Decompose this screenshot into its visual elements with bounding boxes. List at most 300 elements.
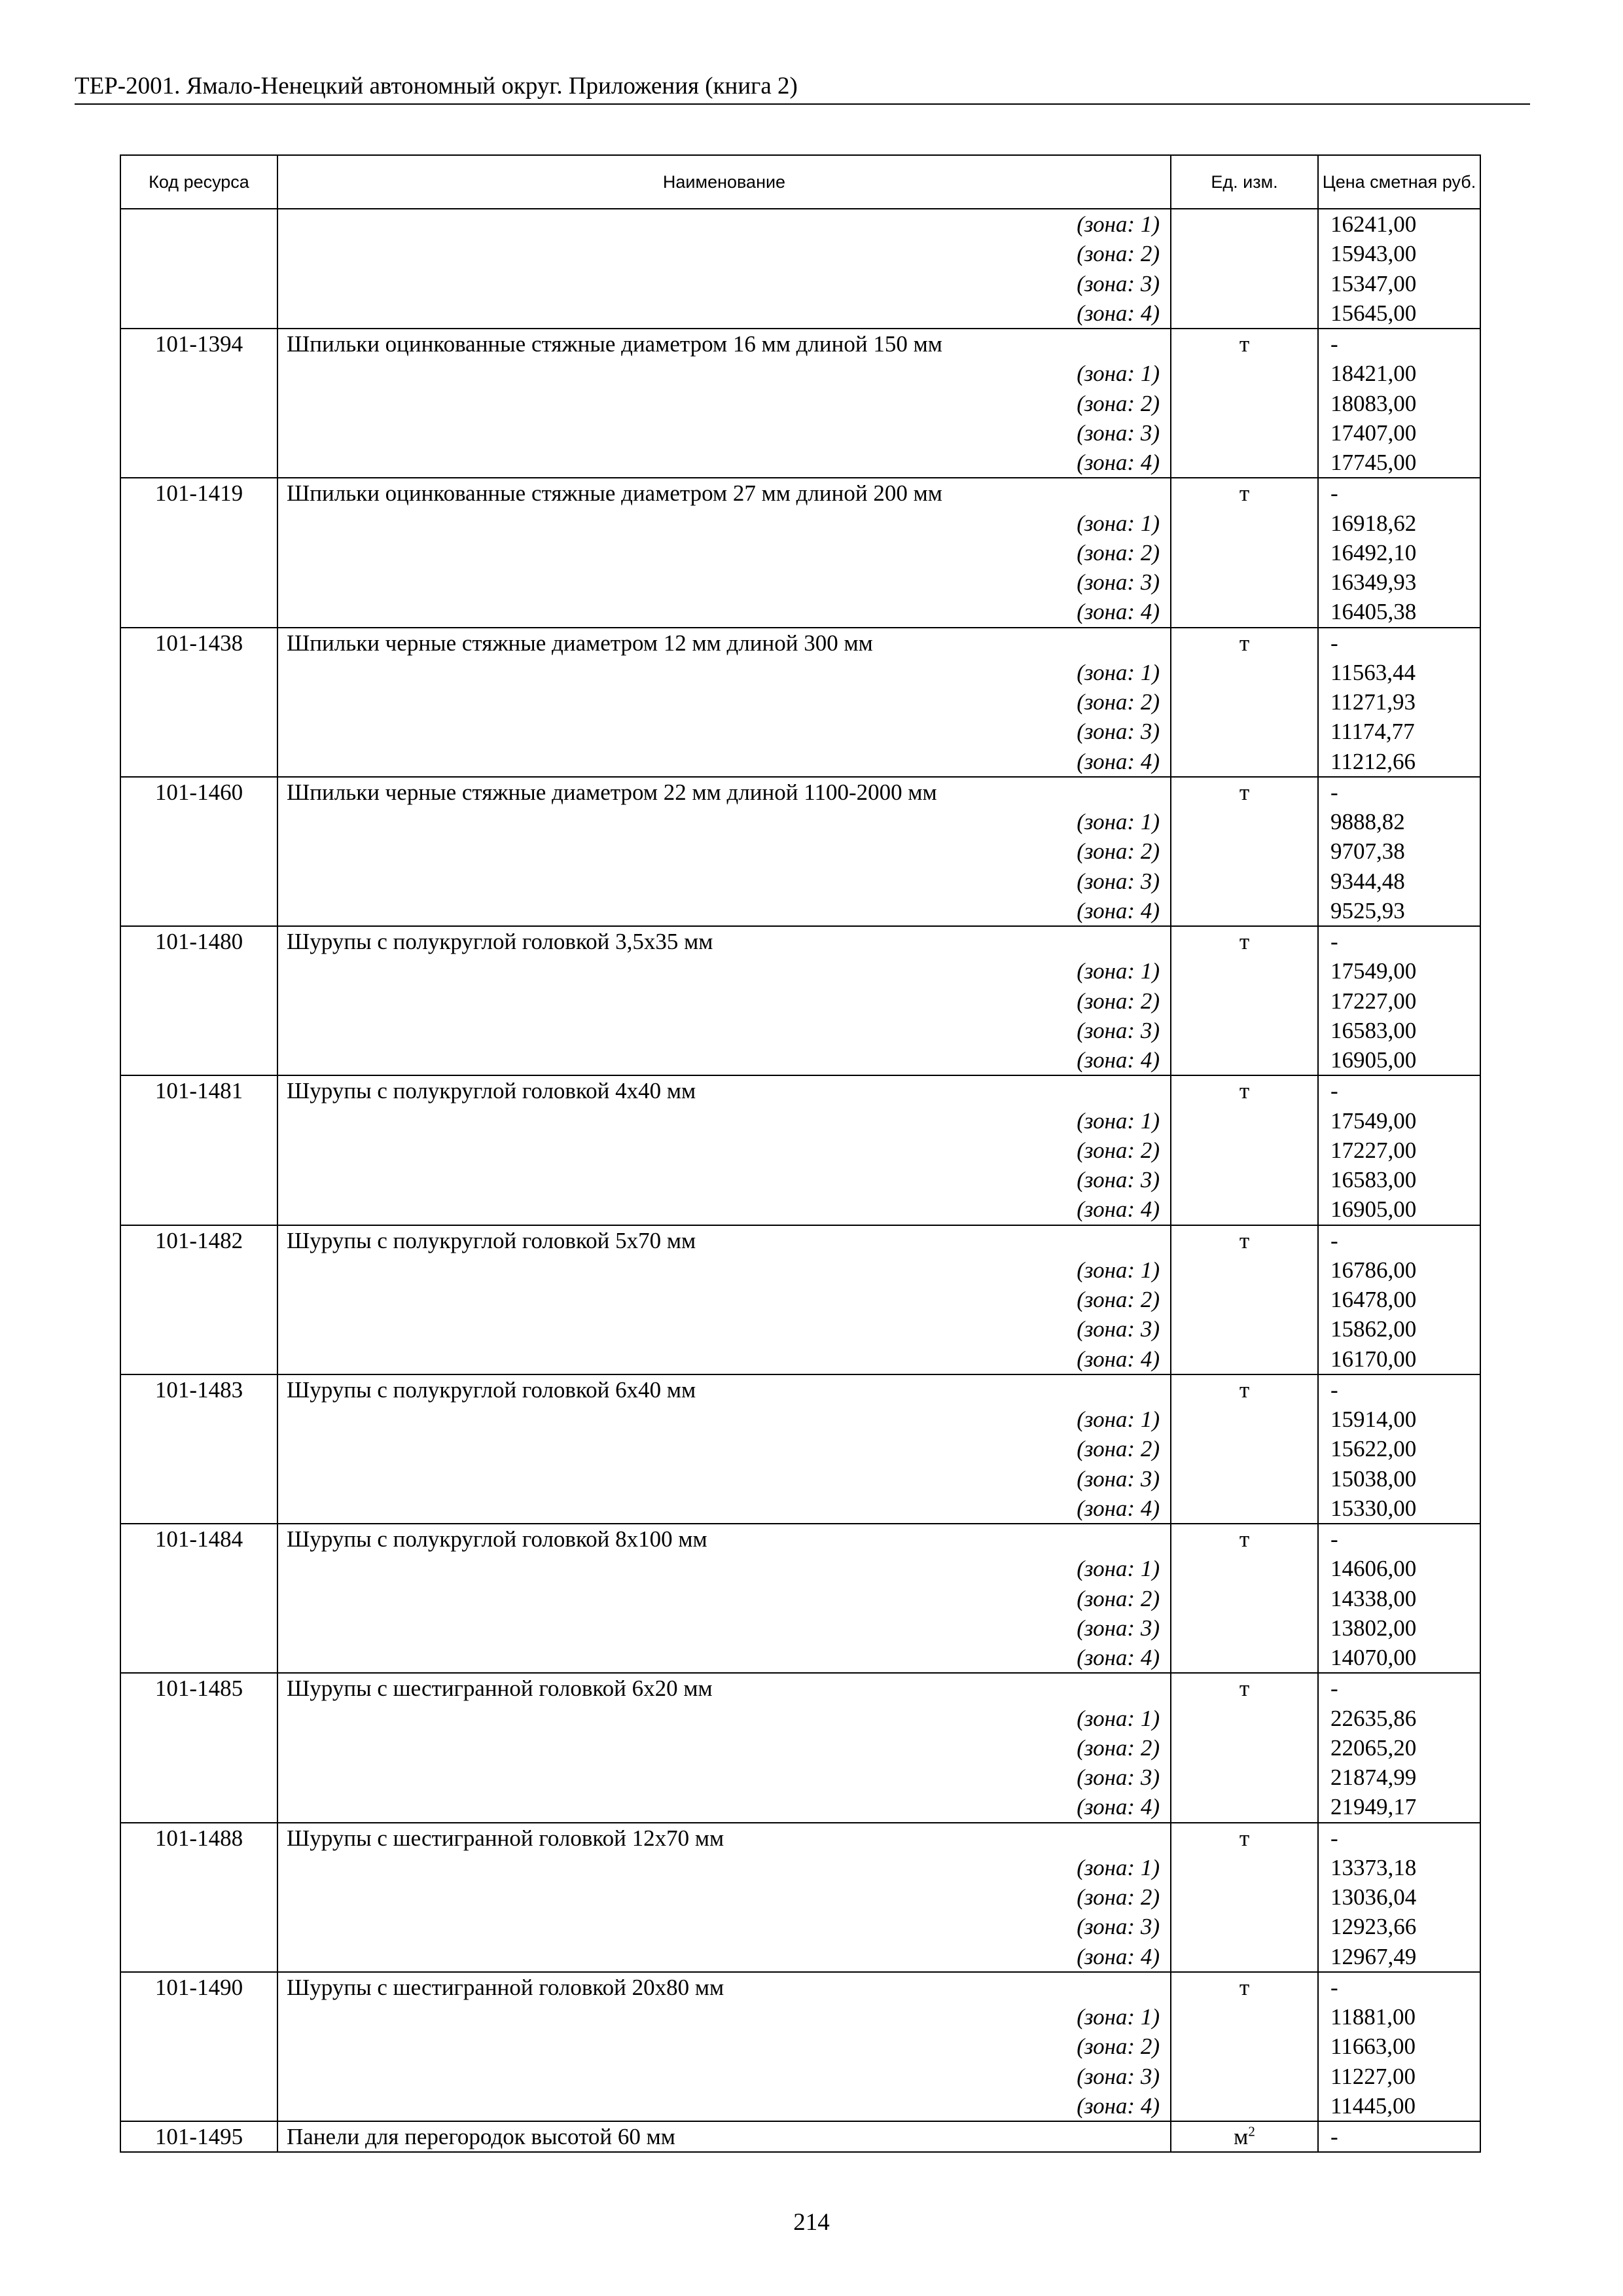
code-cell [120,717,277,746]
zone-price: 18421,00 [1318,359,1480,388]
zone-label: (зона: 1) [277,209,1171,239]
zone-row [120,448,1480,478]
code-cell [120,1613,277,1643]
zone-label: (зона: 2) [277,1882,1171,1912]
zone-price: 13802,00 [1318,1613,1480,1643]
column-header-price: Цена сметная руб. [1318,155,1480,209]
zone-row [120,1285,1480,1314]
code-cell [120,509,277,538]
unit-cell [1171,1434,1318,1463]
unit-value: т [1239,480,1250,507]
zone-price: 17227,00 [1318,986,1480,1016]
zone-label: (зона: 1) [277,509,1171,538]
resource-name: Шпильки черные стяжные диаметром 22 мм длиной 1100-2000 мм [277,777,1171,807]
unit-value: м [1234,2124,1249,2150]
zone-row [120,1704,1480,1733]
zone-label: (зона: 2) [277,538,1171,567]
code-cell [120,239,277,268]
resource-code: 101-1485 [120,1673,277,1703]
zone-row [120,1106,1480,1136]
code-cell [120,448,277,478]
zone-label: (зона: 3) [277,418,1171,448]
base-price: - [1318,1972,1480,2002]
zone-label: (зона: 4) [277,298,1171,329]
column-header-code: Код ресурса [120,155,277,209]
zone-row [120,2032,1480,2061]
resource-code: 101-1488 [120,1823,277,1853]
zone-price: 21874,99 [1318,1763,1480,1792]
zone-label: (зона: 2) [277,1733,1171,1763]
unit-value: т [1239,1526,1250,1552]
price-table [120,154,1481,2153]
zone-label: (зона: 1) [277,1255,1171,1285]
zone-label: (зона: 1) [277,1405,1171,1434]
code-cell [120,1704,277,1733]
unit-cell [1171,687,1318,717]
zone-price: 9344,48 [1318,867,1480,896]
unit-cell [1171,1374,1318,1405]
zone-row [120,1464,1480,1494]
zone-row [120,1763,1480,1792]
zone-row [120,1792,1480,1822]
table-row [120,628,1480,658]
zone-price: 16905,00 [1318,1194,1480,1225]
zone-row [120,1016,1480,1045]
unit-cell [1171,418,1318,448]
code-cell [120,1494,277,1524]
unit-cell [1171,2091,1318,2121]
unit-cell [1171,1225,1318,1255]
zone-label: (зона: 4) [277,1344,1171,1374]
zone-price: 11563,44 [1318,658,1480,687]
code-cell [120,1344,277,1374]
code-cell [120,1792,277,1822]
zone-label: (зона: 2) [277,1434,1171,1463]
zone-price: 21949,17 [1318,1792,1480,1822]
zone-price: 17227,00 [1318,1136,1480,1165]
code-cell [120,807,277,836]
unit-cell [1171,329,1318,359]
zone-price: 9888,82 [1318,807,1480,836]
zone-price: 15943,00 [1318,239,1480,268]
code-cell [120,1106,277,1136]
base-price: - [1318,2121,1480,2152]
zone-price: 16349,93 [1318,567,1480,597]
unit-cell [1171,1106,1318,1136]
code-cell [120,1942,277,1972]
zone-price: 17745,00 [1318,448,1480,478]
unit-cell [1171,1704,1318,1733]
zone-label: (зона: 3) [277,1464,1171,1494]
base-price: - [1318,1374,1480,1405]
zone-price: 15914,00 [1318,1405,1480,1434]
table-row [120,1673,1480,1703]
unit-cell [1171,1314,1318,1344]
unit-cell [1171,1464,1318,1494]
code-cell [120,836,277,866]
code-cell [120,597,277,627]
unit-cell [1171,1942,1318,1972]
zone-label: (зона: 4) [277,2091,1171,2121]
unit-cell [1171,1344,1318,1374]
resource-code: 101-1460 [120,777,277,807]
zone-price: 18083,00 [1318,389,1480,418]
unit-cell [1171,2032,1318,2061]
zone-label: (зона: 2) [277,836,1171,866]
code-cell [120,2062,277,2091]
code-cell [120,867,277,896]
unit-cell [1171,867,1318,896]
unit-cell [1171,1494,1318,1524]
code-cell [120,298,277,329]
resource-code: 101-1419 [120,478,277,508]
zone-price: 14606,00 [1318,1554,1480,1583]
zone-price: 22065,20 [1318,1733,1480,1763]
zone-row [120,269,1480,298]
unit-cell [1171,747,1318,777]
zone-label: (зона: 1) [277,1704,1171,1733]
unit-cell [1171,2121,1318,2152]
zone-row [120,298,1480,329]
zone-price: 22635,86 [1318,1704,1480,1733]
zone-label: (зона: 1) [277,2002,1171,2032]
resource-name: Шурупы с полукруглой головкой 3,5х35 мм [277,926,1171,956]
unit-superscript: 2 [1248,2123,1255,2140]
unit-cell [1171,1136,1318,1165]
unit-cell [1171,1255,1318,1285]
unit-cell [1171,1792,1318,1822]
zone-price: 9525,93 [1318,896,1480,926]
unit-value: т [1239,1227,1250,1253]
unit-value: т [1239,1974,1250,2000]
table-row [120,1972,1480,2002]
zone-label: (зона: 2) [277,389,1171,418]
code-cell [120,567,277,597]
zone-row [120,896,1480,926]
unit-cell [1171,1016,1318,1045]
unit-cell [1171,986,1318,1016]
column-header-unit: Ед. изм. [1171,155,1318,209]
code-cell [120,1882,277,1912]
unit-cell [1171,478,1318,508]
code-cell [120,1045,277,1075]
zone-row [120,1733,1480,1763]
table-row [120,926,1480,956]
zone-row [120,717,1480,746]
zone-price: 16170,00 [1318,1344,1480,1374]
unit-value: т [1239,331,1250,357]
zone-label: (зона: 4) [277,1942,1171,1972]
zone-price: 15645,00 [1318,298,1480,329]
zone-row [120,1853,1480,1882]
table-row [120,478,1480,508]
unit-cell [1171,896,1318,926]
resource-name: Шпильки оцинкованные стяжные диаметром 27 мм длиной 200 мм [277,478,1171,508]
unit-value: т [1239,1078,1250,1104]
unit-cell [1171,567,1318,597]
zone-row [120,359,1480,388]
zone-row [120,1942,1480,1972]
zone-row [120,1584,1480,1613]
base-price: - [1318,1673,1480,1703]
resource-name: Шпильки оцинкованные стяжные диаметром 16 мм длиной 150 мм [277,329,1171,359]
code-cell [120,658,277,687]
zone-row [120,1045,1480,1075]
zone-label: (зона: 4) [277,1792,1171,1822]
zone-label: (зона: 3) [277,1016,1171,1045]
code-cell [120,2091,277,2121]
code-cell [120,1733,277,1763]
zone-row [120,1912,1480,1941]
zone-label: (зона: 4) [277,1194,1171,1225]
code-cell [120,956,277,986]
zone-row [120,836,1480,866]
zone-label: (зона: 3) [277,1763,1171,1792]
zone-row [120,597,1480,627]
zone-price: 16241,00 [1318,209,1480,239]
zone-price: 11271,93 [1318,687,1480,717]
zone-row [120,538,1480,567]
unit-cell [1171,1733,1318,1763]
unit-cell [1171,1972,1318,2002]
resource-code: 101-1490 [120,1972,277,2002]
zone-price: 12967,49 [1318,1942,1480,1972]
resource-name: Шурупы с шестигранной головкой 12х70 мм [277,1823,1171,1853]
code-cell [120,1853,277,1882]
unit-value: т [1239,779,1250,805]
unit-cell [1171,509,1318,538]
unit-cell [1171,658,1318,687]
unit-cell [1171,1882,1318,1912]
table-row [120,1524,1480,1554]
zone-price: 11227,00 [1318,2062,1480,2091]
zone-label: (зона: 1) [277,956,1171,986]
zone-label: (зона: 3) [277,1314,1171,1344]
code-cell [120,418,277,448]
zone-label: (зона: 3) [277,2062,1171,2091]
page-number: 214 [793,2209,830,2236]
zone-row [120,1882,1480,1912]
unit-cell [1171,777,1318,807]
zone-price: 11212,66 [1318,747,1480,777]
zone-price: 11445,00 [1318,2091,1480,2121]
table-body [120,209,1480,2152]
base-price: - [1318,628,1480,658]
base-price: - [1318,926,1480,956]
zone-price: 17549,00 [1318,956,1480,986]
unit-cell [1171,1912,1318,1941]
zone-label: (зона: 4) [277,597,1171,627]
code-cell [120,1136,277,1165]
zone-label: (зона: 1) [277,1853,1171,1882]
unit-cell [1171,926,1318,956]
zone-label: (зона: 4) [277,1045,1171,1075]
zone-label: (зона: 2) [277,1584,1171,1613]
zone-row [120,1434,1480,1463]
resource-name: Шпильки черные стяжные диаметром 12 мм длиной 300 мм [277,628,1171,658]
zone-row [120,418,1480,448]
zone-price: 16905,00 [1318,1045,1480,1075]
resource-name: Шурупы с полукруглой головкой 5х70 мм [277,1225,1171,1255]
unit-cell [1171,1165,1318,1194]
zone-label: (зона: 3) [277,567,1171,597]
unit-cell [1171,836,1318,866]
code-cell [120,389,277,418]
zone-price: 16583,00 [1318,1016,1480,1045]
zone-label: (зона: 4) [277,747,1171,777]
unit-cell [1171,1584,1318,1613]
zone-row [120,658,1480,687]
zone-row [120,1494,1480,1524]
code-cell [120,1464,277,1494]
unit-cell [1171,1194,1318,1225]
resource-name: Шурупы с полукруглой головкой 8х100 мм [277,1524,1171,1554]
resource-code: 101-1482 [120,1225,277,1255]
zone-price: 16478,00 [1318,1285,1480,1314]
unit-cell [1171,1643,1318,1673]
zone-label: (зона: 2) [277,986,1171,1016]
unit-cell [1171,1075,1318,1105]
code-cell [120,986,277,1016]
zone-label: (зона: 1) [277,658,1171,687]
resource-code: 101-1394 [120,329,277,359]
table-row [120,777,1480,807]
unit-cell [1171,717,1318,746]
unit-cell [1171,1763,1318,1792]
unit-cell [1171,269,1318,298]
table-row [120,329,1480,359]
zone-label: (зона: 2) [277,2032,1171,2061]
unit-cell [1171,448,1318,478]
table-header-row [120,155,1480,209]
column-header-name: Наименование [277,155,1171,209]
resource-code: 101-1480 [120,926,277,956]
resource-name: Панели для перегородок высотой 60 мм [277,2121,1171,2152]
unit-cell [1171,2062,1318,2091]
zone-price: 15347,00 [1318,269,1480,298]
unit-value: т [1239,630,1250,656]
zone-label: (зона: 1) [277,807,1171,836]
zone-row [120,1165,1480,1194]
resource-code: 101-1484 [120,1524,277,1554]
zone-row [120,986,1480,1016]
unit-cell [1171,359,1318,388]
zone-row [120,509,1480,538]
base-price: - [1318,1823,1480,1853]
zone-price: 15622,00 [1318,1434,1480,1463]
zone-price: 16918,62 [1318,509,1480,538]
zone-label: (зона: 3) [277,1165,1171,1194]
zone-row [120,956,1480,986]
table-row [120,2121,1480,2152]
table-row [120,1374,1480,1405]
code-cell [120,1016,277,1045]
resource-name: Шурупы с полукруглой головкой 4х40 мм [277,1075,1171,1105]
zone-row [120,1554,1480,1583]
resource-code: 101-1438 [120,628,277,658]
base-price: - [1318,777,1480,807]
zone-label: (зона: 1) [277,359,1171,388]
unit-cell [1171,1673,1318,1703]
code-cell [120,1194,277,1225]
resource-code: 101-1483 [120,1374,277,1405]
zone-row [120,1405,1480,1434]
zone-label: (зона: 4) [277,896,1171,926]
page-header: ТЕР-2001. Ямало-Ненецкий автономный округ. Приложения (книга 2) [75,73,1530,105]
zone-row [120,2002,1480,2032]
zone-row [120,1613,1480,1643]
unit-value: т [1239,1825,1250,1851]
zone-price: 11881,00 [1318,2002,1480,2032]
unit-cell [1171,807,1318,836]
zone-row [120,1643,1480,1673]
table-row [120,1225,1480,1255]
base-price: - [1318,1075,1480,1105]
unit-cell [1171,239,1318,268]
zone-price: 14338,00 [1318,1584,1480,1613]
zone-row [120,1314,1480,1344]
code-cell [120,687,277,717]
code-cell [120,1405,277,1434]
zone-row [120,1344,1480,1374]
zone-price: 17549,00 [1318,1106,1480,1136]
zone-row [120,747,1480,777]
zone-price: 11663,00 [1318,2032,1480,2061]
zone-row [120,567,1480,597]
unit-cell [1171,628,1318,658]
zone-price: 15330,00 [1318,1494,1480,1524]
unit-cell [1171,209,1318,239]
code-cell [120,209,277,239]
zone-price: 17407,00 [1318,418,1480,448]
zone-price: 16405,38 [1318,597,1480,627]
base-price: - [1318,1225,1480,1255]
zone-price: 9707,38 [1318,836,1480,866]
unit-cell [1171,1045,1318,1075]
zone-label: (зона: 4) [277,1643,1171,1673]
code-cell [120,1763,277,1792]
zone-price: 11174,77 [1318,717,1480,746]
table-row [120,1823,1480,1853]
resource-code: 101-1481 [120,1075,277,1105]
zone-label: (зона: 4) [277,1494,1171,1524]
unit-cell [1171,1524,1318,1554]
zone-label: (зона: 2) [277,239,1171,268]
zone-row [120,239,1480,268]
zone-row [120,2091,1480,2121]
code-cell [120,2032,277,2061]
zone-price: 16786,00 [1318,1255,1480,1285]
zone-label: (зона: 1) [277,1554,1171,1583]
zone-row [120,2062,1480,2091]
base-price: - [1318,329,1480,359]
unit-cell [1171,1613,1318,1643]
zone-row [120,687,1480,717]
zone-label: (зона: 3) [277,717,1171,746]
zone-row [120,867,1480,896]
code-cell [120,1912,277,1941]
code-cell [120,269,277,298]
zone-row [120,209,1480,239]
unit-value: т [1239,929,1250,955]
code-cell [120,896,277,926]
unit-cell [1171,298,1318,329]
unit-cell [1171,389,1318,418]
code-cell [120,1434,277,1463]
resource-name: Шурупы с шестигранной головкой 6х20 мм [277,1673,1171,1703]
unit-cell [1171,1285,1318,1314]
zone-label: (зона: 3) [277,867,1171,896]
